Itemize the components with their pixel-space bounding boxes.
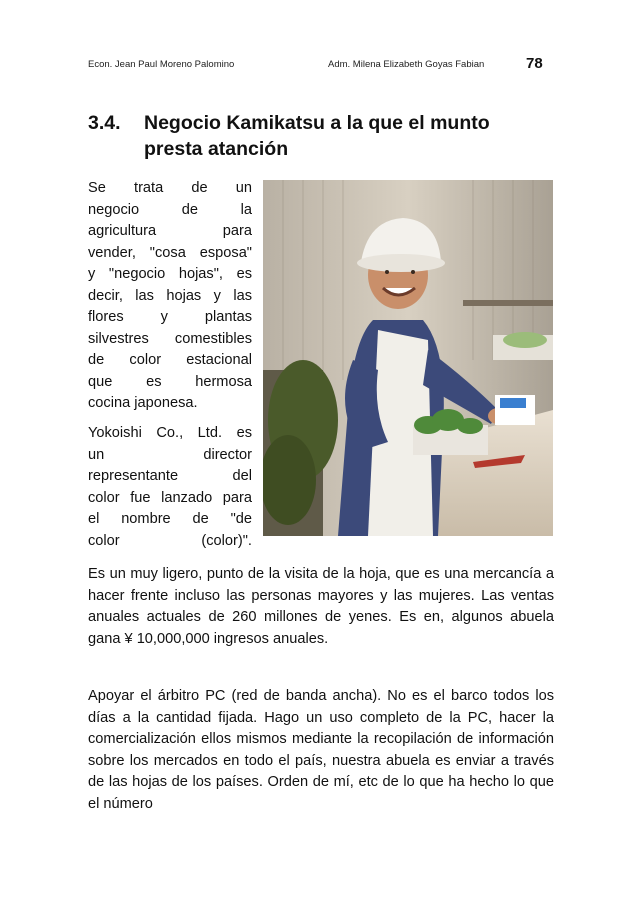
text-line: cocina japonesa. (88, 395, 198, 411)
text-line: decir, las hojas y las (88, 287, 252, 304)
text-line: representante del (88, 468, 252, 484)
text-line: negocio de la (88, 201, 252, 218)
section-title (88, 110, 558, 162)
header-author-left: Econ. Jean Paul Moreno Palomino (88, 59, 235, 70)
text-line: vender, "cosa esposa" (88, 244, 252, 261)
header-author-center: Adm. Milena Elizabeth Goyas Fabian (328, 59, 485, 70)
section-title-line1: Negocio Kamikatsu a la que el munto (144, 112, 490, 134)
column-paragraph-1 (88, 178, 252, 415)
text-line: color (color)". (88, 532, 252, 549)
photo-illustration (263, 180, 553, 536)
text-line: flores y plantas (88, 309, 252, 325)
text-line: silvestres comestibles (88, 330, 252, 347)
section-number: 3.4. (88, 112, 121, 134)
text-line: color fue lanzado para (88, 489, 252, 506)
section-title-line2: presta atanción (144, 138, 289, 160)
text-line: Yokoishi Co., Ltd. es (88, 425, 252, 441)
column-paragraph-2 (88, 423, 252, 552)
text-line: agricultura para (88, 223, 252, 239)
text-line: de color estacional (88, 352, 252, 368)
body-paragraph-4: Apoyar el árbitro PC (red de banda ancha). No es el barco todos los días a la cantidad fijada. Hago un uso completo de la PC, hacer la comercialización ellos mismos mediante la recopilación de información sobre los mercados en todo el país, nuestra abuela es enviar a través de las hojas de los países. Orden de mí, etc de lo que ha hecho lo que el número (88, 688, 554, 812)
page-number: 78 (526, 55, 543, 72)
text-line: y "negocio hojas", es (88, 266, 252, 282)
body-paragraph-3: Es un muy ligero, punto de la visita de la hoja, que es una mercancía a hacer frente incluso las personas mayores y las mujeres. Las ventas anuales actuales de 260 millones de yenes. Es en, algunos abuela gana ¥ 10,000,000 ingresos anuales. (88, 566, 554, 647)
text-line: Se trata de un (88, 180, 252, 196)
text-line: que es hermosa (88, 373, 252, 390)
text-line: un director (88, 446, 252, 463)
text-line: el nombre de "de (88, 511, 252, 527)
photo-elderly-woman-with-leaves (263, 180, 553, 536)
